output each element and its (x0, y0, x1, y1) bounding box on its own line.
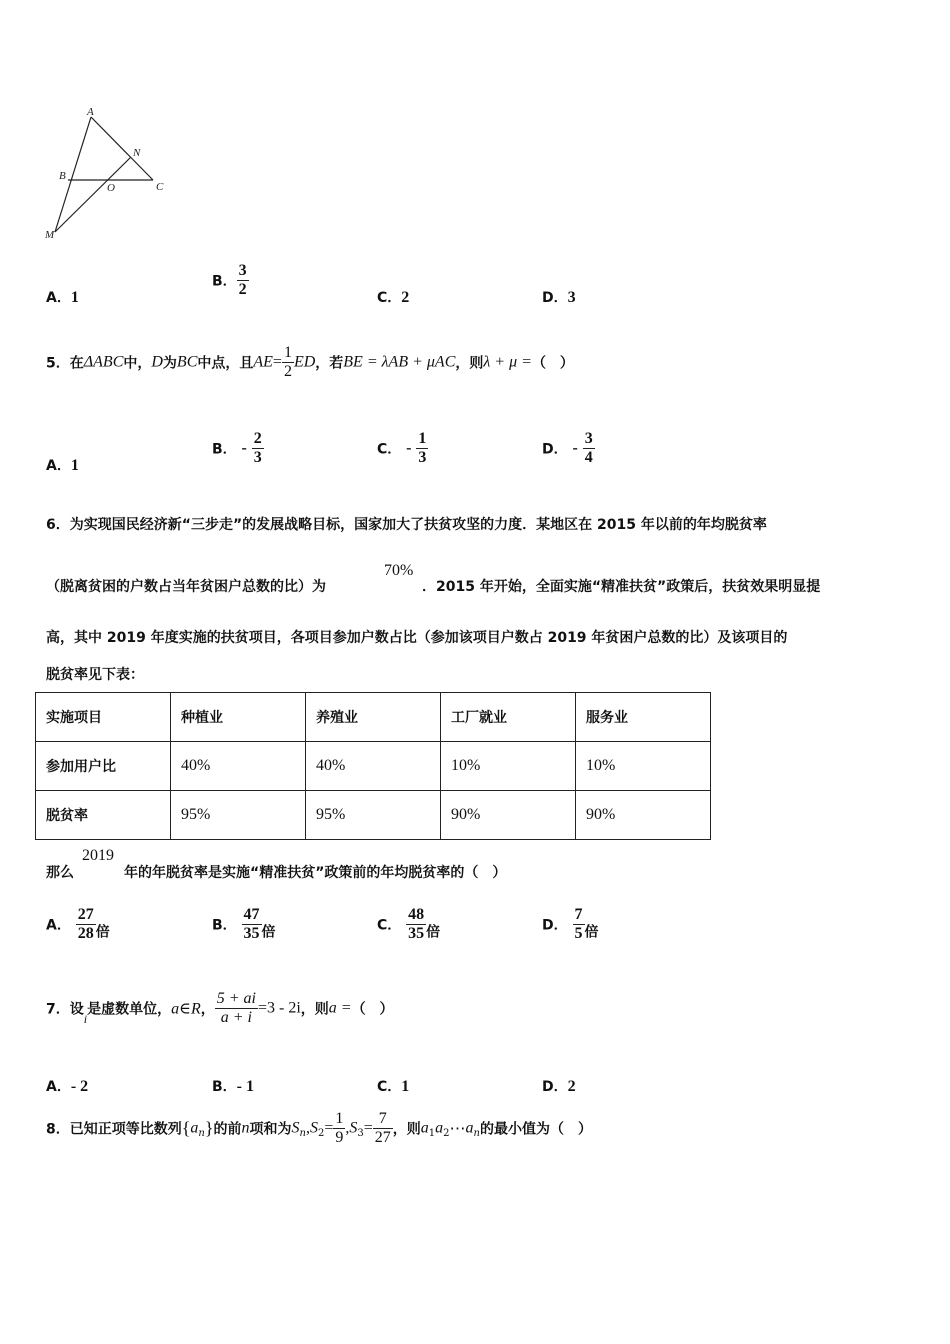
table-header-cell: 实施项目 (36, 693, 171, 742)
fraction: $\frac{7}{27}$ (374, 1110, 391, 1146)
q7-stem: 7．设$_i$是虚数单位，a∈R， $\frac{5 + ai}{a + i}$ =3 - 2i，则a =（ ） (46, 990, 394, 1026)
fraction: $\frac{3}{2}$ (238, 262, 247, 298)
label-C: C (156, 181, 164, 193)
q6-option-b[interactable]: B． $\frac{47}{35}$ 倍 (212, 906, 276, 942)
fraction: $\frac{27}{28}$ (77, 906, 94, 942)
q5-option-b[interactable]: B． - $\frac{2}{3}$ (212, 430, 262, 466)
q6-rate: 70% (384, 562, 414, 579)
q6-line-2b: ．2015 年开始，全面实施“精准扶贫”政策后，扶贫效果明显提 (422, 579, 821, 595)
fraction: $\frac{1}{2}$ (283, 344, 292, 380)
fraction: $\frac{3}{4}$ (584, 430, 593, 466)
table-cell: 95% (171, 791, 306, 840)
label-M: M (45, 229, 55, 241)
table-row (36, 693, 711, 742)
table-cell: 参加用户比 (36, 742, 171, 791)
fraction: $\frac{1}{3}$ (418, 430, 427, 466)
q6-ask-a: 那么 (46, 865, 74, 881)
table-cell: 90% (576, 791, 711, 840)
q5-option-a[interactable]: A．1 (46, 457, 79, 474)
table-cell: 40% (306, 742, 441, 791)
table-row (36, 791, 711, 840)
table-cell: 95% (306, 791, 441, 840)
q8-stem: 8．已知正项等比数列$\{a_n\}$的前n项和为$S_n,S_2=$ $\frac{1}{9}$ $,S_3=$ $\frac{7}{27}$ ，则$a_1a_2\cdots a_n$的最小值为（ ） (46, 1110, 592, 1146)
q7-option-c[interactable]: C．1 (377, 1078, 410, 1095)
q6-year: 2019 (82, 847, 114, 864)
q6-line-4: 脱贫率见下表： (46, 667, 144, 683)
q5-option-d[interactable]: D． - $\frac{3}{4}$ (542, 430, 593, 466)
q7-option-b[interactable]: B．- 1 (212, 1078, 254, 1095)
q4-option-b[interactable]: B． $\frac{3}{2}$ (212, 262, 247, 298)
q6-option-d[interactable]: D． $\frac{7}{5}$ 倍 (542, 906, 599, 942)
q7-option-a[interactable]: A．- 2 (46, 1078, 89, 1095)
fraction: $\frac{1}{9}$ (335, 1110, 344, 1146)
q6-ask-b: 年的年脱贫率是实施“精准扶贫”政策前的年均脱贫率的（ ） (124, 865, 507, 881)
label-B: B (59, 170, 66, 182)
q6-line-1: 6．为实现国民经济新“三步走”的发展战略目标，国家加大了扶贫攻坚的力度．某地区在 2015 年以前的年均脱贫率 (46, 517, 767, 533)
table-header-cell: 养殖业 (306, 693, 441, 742)
table-header-cell: 种植业 (171, 693, 306, 742)
table-cell: 脱贫率 (36, 791, 171, 840)
table-cell: 40% (171, 742, 306, 791)
fraction: $\frac{47}{35}$ (243, 906, 260, 942)
q4-option-a[interactable]: A．1 (46, 289, 79, 306)
q6-option-a[interactable]: A． $\frac{27}{28}$ 倍 (46, 906, 110, 942)
q4-option-d[interactable]: D．3 (542, 289, 576, 306)
q5-option-c[interactable]: C． - $\frac{1}{3}$ (377, 430, 427, 466)
q4-option-c[interactable]: C．2 (377, 289, 410, 306)
fraction: $\frac{2}{3}$ (253, 430, 262, 466)
q6-option-c[interactable]: C． $\frac{48}{35}$ 倍 (377, 906, 441, 942)
table-header-cell: 工厂就业 (441, 693, 576, 742)
q7-option-d[interactable]: D．2 (542, 1078, 576, 1095)
q5-stem: 5．在ΔABC中，D为BC中点，且AE= $\frac{1}{2}$ ED，若BE = λAB + μAC，则λ + μ =（ ） (46, 344, 574, 380)
table-cell: 10% (576, 742, 711, 791)
geometry-figure (35, 100, 185, 250)
table-row (36, 742, 711, 791)
table-cell: 10% (441, 742, 576, 791)
fraction: $\frac{48}{35}$ (408, 906, 425, 942)
fraction: $\frac{5 + ai}{a + i}$ (216, 990, 256, 1026)
label-O: O (107, 182, 115, 194)
fraction: $\frac{7}{5}$ (574, 906, 583, 942)
q6-line-2a: （脱离贫困的户数占当年贫困户总数的比）为 (46, 579, 326, 595)
q6-line-3: 高，其中 2019 年度实施的扶贫项目，各项目参加户数占比（参加该项目户数占 2019 年贫困户总数的比）及该项目的 (46, 630, 788, 646)
label-A: A (87, 106, 94, 118)
table-cell: 90% (441, 791, 576, 840)
table-header-cell: 服务业 (576, 693, 711, 742)
label-N: N (133, 147, 141, 159)
q6-table (35, 692, 711, 840)
segment-AC (91, 117, 153, 180)
